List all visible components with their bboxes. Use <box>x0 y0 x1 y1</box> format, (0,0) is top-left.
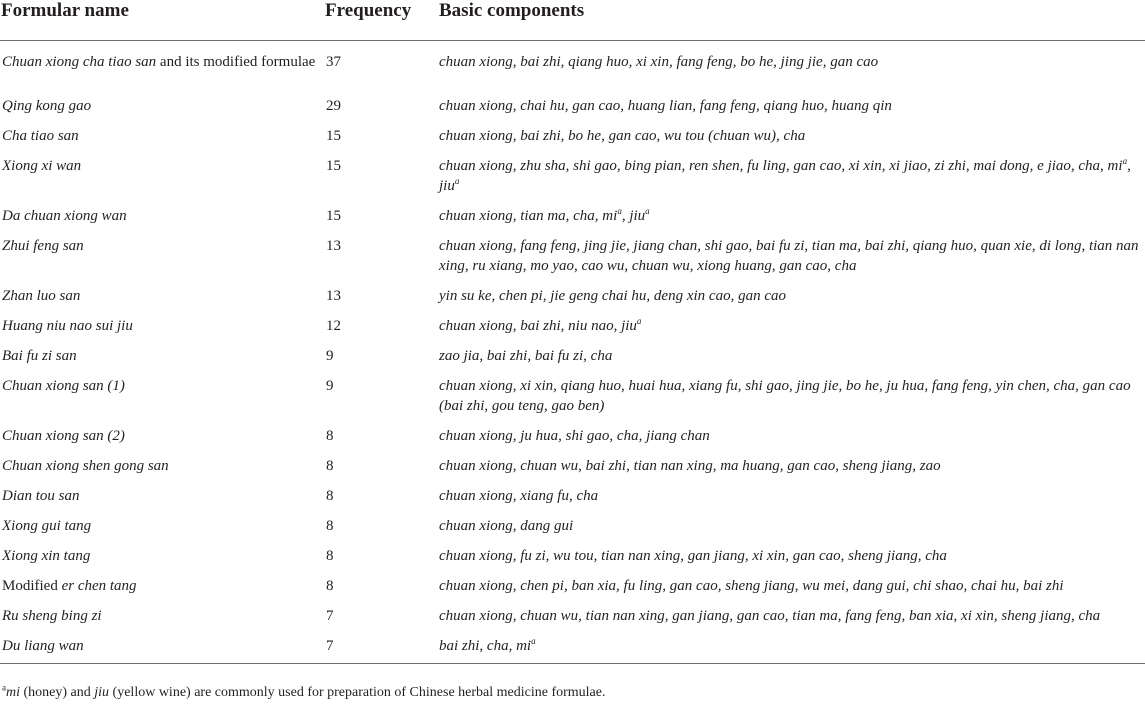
formula-name-suffix: and its modified formulae <box>156 54 316 70</box>
formula-components: zao jia, bai zhi, bai fu zi, cha <box>439 347 613 364</box>
formula-components <box>436 313 1145 343</box>
formula-name: Da chuan xiong wan <box>2 207 127 224</box>
footnote-marker: a <box>531 635 536 646</box>
formula-frequency: 9 <box>326 347 334 364</box>
table-row <box>0 93 1145 123</box>
formula-components: chuan xiong, ju hua, shi gao, cha, jiang chan <box>439 427 710 444</box>
table-row <box>0 343 1145 373</box>
formula-name: Huang niu nao sui jiu <box>2 317 133 334</box>
formula-frequency: 13 <box>326 287 341 304</box>
formula-components <box>436 203 1145 233</box>
formula-name: Zhui feng san <box>2 237 84 254</box>
formula-name: Bai fu zi san <box>2 347 77 364</box>
formula-name: Zhan luo san <box>2 287 81 304</box>
table-row <box>0 513 1145 543</box>
header-basic-components: Basic components <box>436 0 1145 41</box>
header-frequency: Frequency <box>322 0 436 41</box>
components-text: chuan xiong, zhu sha, shi gao, bing pian, ren shen, fu ling, gan cao, xi xin, xi jiao, zi zhi, mai dong, e jiao, cha, mi <box>439 157 1123 174</box>
footnote-marker: a <box>454 175 460 186</box>
formula-frequency: 37 <box>326 54 341 70</box>
formula-frequency: 8 <box>326 547 334 564</box>
formula-name: Chuan xiong shen gong san <box>2 457 169 474</box>
formula-components <box>436 633 1145 664</box>
formula-components: yin su ke, chen pi, jie geng chai hu, deng xin cao, gan cao <box>439 287 786 304</box>
formula-name: Chuan xiong san (1) <box>2 377 125 394</box>
formula-frequency: 8 <box>326 517 334 534</box>
footnote-marker: a <box>636 315 642 326</box>
formula-name: Chuan xiong san (2) <box>2 427 125 444</box>
formula-frequency: 7 <box>326 607 334 624</box>
components-text: chuan xiong, tian ma, cha, mi <box>439 207 618 224</box>
formula-name <box>0 573 322 603</box>
formula-frequency: 8 <box>326 457 334 474</box>
table-row <box>0 573 1145 603</box>
components-text-tail: , jiu <box>439 157 1131 194</box>
components-text: chuan xiong, bai zhi, niu nao, jiu <box>439 317 637 334</box>
footnote-term-jiu: jiu <box>94 685 110 700</box>
footnote-marker: a <box>645 205 650 216</box>
table-row <box>0 453 1145 483</box>
formula-frequency: 15 <box>326 207 341 224</box>
formula-components: chuan xiong, fu zi, wu tou, tian nan xing, gan jiang, xi xin, gan cao, sheng jiang, cha <box>439 547 947 564</box>
table-row <box>0 633 1145 664</box>
table-row <box>0 423 1145 453</box>
formula-components: chuan xiong, dang gui <box>439 517 574 534</box>
components-text-tail: , jiu <box>621 207 646 224</box>
header-formular-name: Formular name <box>0 0 322 41</box>
table-row <box>0 123 1145 153</box>
footnote-marker: a <box>617 205 622 216</box>
table-footnote <box>2 684 605 702</box>
components-text: bai zhi, cha, mi <box>439 637 532 654</box>
footnote-marker: a <box>2 682 6 693</box>
table-row <box>0 543 1145 573</box>
formula-name: Du liang wan <box>0 633 322 664</box>
formula-frequency: 8 <box>326 427 334 444</box>
formula-frequency: 7 <box>322 633 436 664</box>
formula-name-prefix: Modified <box>2 577 62 594</box>
formula-components: chuan xiong, bai zhi, bo he, gan cao, wu tou (chuan wu), cha <box>439 127 806 144</box>
formula-components: chuan xiong, chuan wu, tian nan xing, gan jiang, gan cao, tian ma, fang feng, ban xia, xi xin, sheng jiang, cha <box>439 607 1101 624</box>
formula-name: Xiong xin tang <box>2 547 91 564</box>
footnote-marker: a <box>1122 155 1128 166</box>
formula-frequency: 15 <box>326 127 341 144</box>
formula-name-text: er chen tang <box>61 577 137 594</box>
table-row <box>0 603 1145 633</box>
table-row <box>0 203 1145 233</box>
formula-name: Xiong xi wan <box>2 157 82 174</box>
formula-name: Qing kong gao <box>2 97 92 114</box>
formula-frequency: 8 <box>326 487 334 504</box>
formula-name: Xiong gui tang <box>2 517 92 534</box>
formula-frequency: 13 <box>326 237 341 254</box>
formula-components: chuan xiong, chai hu, gan cao, huang lian, fang feng, qiang huo, huang qin <box>439 97 892 114</box>
table-row <box>0 313 1145 343</box>
footnote-text: (honey) and <box>20 685 95 700</box>
formula-components: chuan xiong, fang feng, jing jie, jiang chan, shi gao, bai fu zi, tian ma, bai zhi, qiang huo, quan xie, di long, tian nan xing, ru xiang, mo yao, cao wu, chuan wu, xiong huang, gan cao, cha <box>439 237 1139 274</box>
header-row <box>0 0 1145 41</box>
formula-name: Ru sheng bing zi <box>2 607 102 624</box>
formula-components: chuan xiong, bai zhi, qiang huo, xi xin, fang feng, bo he, jing jie, gan cao <box>439 54 879 70</box>
footnote-text: (yellow wine) are commonly used for preparation of Chinese herbal medicine formulae. <box>109 685 606 700</box>
formula-components: chuan xiong, chuan wu, bai zhi, tian nan xing, ma huang, gan cao, sheng jiang, zao <box>439 457 941 474</box>
formula-name: Dian tou san <box>2 487 80 504</box>
table-row <box>0 233 1145 283</box>
footnote-term-mi: mi <box>6 685 20 700</box>
formula-frequency: 8 <box>326 577 334 594</box>
formula-frequency: 15 <box>326 157 341 174</box>
table-row <box>0 283 1145 313</box>
formula-components: chuan xiong, xi xin, qiang huo, huai hua, xiang fu, shi gao, jing jie, bo he, ju hua, fang feng, yin chen, cha, gan cao (bai zhi, gou teng, gao ben) <box>439 377 1131 414</box>
table-row <box>0 373 1145 423</box>
table-row <box>0 153 1145 203</box>
formula-components <box>436 153 1145 203</box>
formula-name <box>0 41 322 93</box>
formula-frequency: 12 <box>326 317 341 334</box>
table-row <box>0 41 1145 93</box>
formula-components: chuan xiong, xiang fu, cha <box>439 487 599 504</box>
formula-frequency: 9 <box>326 377 334 394</box>
table-row <box>0 483 1145 513</box>
formula-name-text: Chuan xiong cha tiao san <box>2 54 157 70</box>
formula-name: Cha tiao san <box>2 127 79 144</box>
formula-components: chuan xiong, chen pi, ban xia, fu ling, gan cao, sheng jiang, wu mei, dang gui, chi shao, chai hu, bai zhi <box>439 577 1064 594</box>
formula-frequency: 29 <box>326 97 341 114</box>
